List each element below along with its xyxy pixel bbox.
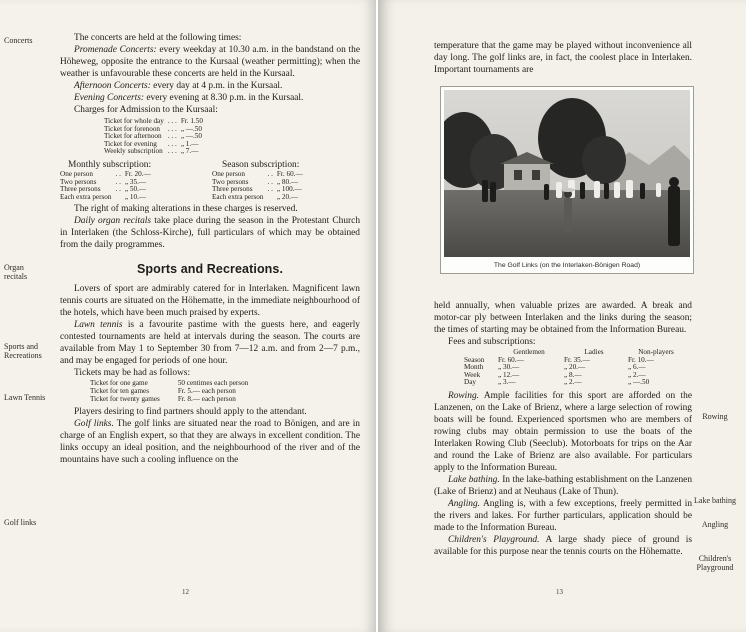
table-row: One person . . Fr. 60.— xyxy=(212,169,303,178)
lake-bathing-text: In the lake-bathing establishment on the Lanzenen (Lake of Brienz) and at Neuhaus (Lake of Thun). xyxy=(434,474,693,497)
alterations-note: The right of making alterations in these charges is reserved. xyxy=(74,204,298,215)
promenade-text: every weekday at 10.30 a.m. in the bandstand on the Höheweg, opposite the entrance to the Kursaal (weather permitting); when the weather is unfavourable these concerts are held in the Kursaal. xyxy=(60,45,360,79)
margin-note-playground: Children's Playground xyxy=(696,554,734,572)
table-row: Ticket for forenoon . . . „ —.50 xyxy=(104,124,202,133)
right-text-column xyxy=(434,300,692,558)
table-row: Ticket for afternoon . . . „ —.50 xyxy=(104,132,202,141)
margin-note-concerts: Concerts xyxy=(4,36,33,45)
angling-paragraph xyxy=(434,498,692,534)
organ-paragraph xyxy=(60,215,360,251)
tennis-paragraph xyxy=(60,319,360,367)
charges-title: Charges for Admission to the Kursaal: xyxy=(74,105,218,115)
playground-text: A large shady piece of ground is available for this purpose near the tennis courts on the Höhematte. xyxy=(434,534,692,557)
lake-bathing-title: Lake bathing. xyxy=(448,474,500,485)
table-row: Week „ 12.— „ 8.— „ 2.— xyxy=(464,370,646,379)
table-row: Two persons . . „ 80.— xyxy=(212,177,299,186)
afternoon-text: every day at 4 p.m. in the Kursaal. xyxy=(153,81,283,91)
margin-note-tennis: Lawn Tennis xyxy=(4,393,46,402)
monthly-table xyxy=(60,171,155,201)
angling-text: Angling is, with a few exceptions, freely permitted in the rivers and lakes. For further particulars, application should be made to the Information Bureau. xyxy=(434,498,693,533)
table-header-row: Gentlemen Ladies Non-players xyxy=(513,348,674,356)
rowing-text: Ample facilities for this sport are afforded on the Lanzenen, on the Lake of Brienz, where a large selection of rowing boats will be found. Experienced sportsmen who are members of rowing clubs may obtain permission to use the boats of the Interlaken Rowing Club (Seeclub). Motorboats for trips on the Aar and round the Lake of Brienz are also available. For particulars apply to the Information Bureau. xyxy=(434,390,692,473)
kursaal-charges-table xyxy=(104,118,207,156)
margin-note-sports: Sports and Recreations xyxy=(4,342,42,360)
golf-title: Golf links. xyxy=(74,419,114,430)
tennis-title: Lawn tennis xyxy=(74,320,123,331)
margin-note-rowing: Rowing xyxy=(702,412,728,421)
golf-links-image xyxy=(444,90,690,257)
golf-links-photo xyxy=(440,86,694,274)
organ-text: take place during the season in the Protestant Church in Interlaken (the Schloss-Kirche), full particulars of which may be obtained from the daily programmes. xyxy=(60,216,361,251)
fees-title: Fees and subscriptions: xyxy=(448,337,536,347)
table-row: Ticket for whole day . . . Fr. 1.50 xyxy=(104,117,203,125)
table-row: Day „ 3.— „ 2.— „ —.50 xyxy=(464,378,650,387)
right-page xyxy=(378,0,746,632)
page-number-left: 12 xyxy=(182,588,189,596)
margin-note-organ: Organ recitals xyxy=(4,263,28,281)
margin-note-golf: Golf links xyxy=(4,518,37,527)
organ-title: Daily organ recitals xyxy=(74,216,152,227)
table-row: Two persons . . „ 35.— xyxy=(60,177,147,186)
playground-paragraph xyxy=(434,534,692,558)
lake-bathing-paragraph xyxy=(434,474,692,498)
table-row: Each extra person „ 20.— xyxy=(212,192,299,201)
tennis-text: is a favourite pastime with the guests here, and eagerly contested tournaments are held at intervals during the season. The courts are available from May 1 to September 30 from 7—12 a.m. and from 2—7 p.m., and may be engaged for periods of one hour. xyxy=(60,320,360,367)
promenade-paragraph xyxy=(60,44,360,80)
subscription-tables xyxy=(60,159,360,201)
table-row: Three persons . . „ 50.— xyxy=(60,185,147,194)
photo-caption: The Golf Links (on the Interlaken-Bönigen Road) xyxy=(493,262,641,269)
partners-note: Players desiring to find partners should apply to the attendant. xyxy=(74,407,307,418)
tickets-intro: Tickets may be had as follows: xyxy=(74,368,191,379)
after-photo-text: held annually, when valuable prizes are awarded. A break and motor-car ply between Interlaken and the links during the season; the times of starting may be obtained from the Information Bureau. xyxy=(434,301,692,335)
table-row: Three persons . . „ 100.— xyxy=(212,185,302,194)
concerts-intro: The concerts are held at the following times: xyxy=(74,33,242,43)
monthly-title: Monthly subscription: xyxy=(68,159,152,170)
rowing-paragraph xyxy=(434,390,692,474)
golf-text: The golf links are situated near the road to Bönigen, and are in charge of an English expert, so that they are always in excellent condition. The links occupy an ideal position, and the neighbourhood of the river and of the mountains have such a cooling influence on the xyxy=(60,419,360,466)
table-row: Month „ 30.— „ 20.— „ 6.— xyxy=(464,363,646,372)
table-row: Ticket for one game 50 centimes each person xyxy=(90,379,249,388)
left-text-column xyxy=(60,32,360,466)
tennis-tickets-table xyxy=(90,380,252,403)
table-row: Ticket for ten games Fr. 5.— each person xyxy=(90,386,236,395)
margin-note-lake-bathing: Lake bathing xyxy=(694,496,736,505)
evening-title: Evening Concerts: xyxy=(74,93,145,103)
page-number-right: 13 xyxy=(556,588,563,596)
afternoon-paragraph xyxy=(60,80,360,92)
table-row: Each extra person „ 10.— xyxy=(60,192,147,201)
sports-heading: Sports and Recreations. xyxy=(136,262,284,277)
table-row: Weekly subscription . . . „ 7.— xyxy=(104,147,199,156)
golf-paragraph xyxy=(60,418,360,466)
promenade-title: Promenade Concerts: xyxy=(74,45,157,55)
table-row: Ticket for evening . . . „ 1.— xyxy=(104,139,199,148)
table-row: One person . . Fr. 20.— xyxy=(60,169,151,178)
golf-fees-table xyxy=(464,349,688,387)
angling-title: Angling. xyxy=(448,498,481,509)
table-row: Ticket for twenty games Fr. 8.— each person xyxy=(90,394,236,403)
rowing-title: Rowing. xyxy=(448,390,479,401)
margin-note-angling: Angling xyxy=(701,520,729,529)
golf-continued: temperature that the game may be played without inconvenience all day long. The golf links are, in fact, the coolest place in Interlaken. Important tournaments are xyxy=(434,41,692,75)
season-title: Season subscription: xyxy=(222,159,300,170)
sports-intro: Lovers of sport are admirably catered for in Interlaken. Magnificent lawn tennis courts are situated on the Höhematte, in the immediate neighbourhood of the hotels, which have been much praised by experts. xyxy=(60,284,360,319)
playground-title: Children's Playground. xyxy=(448,534,540,545)
evening-text: every evening at 8.30 p.m. in the Kursaal. xyxy=(146,93,304,103)
table-row: Season Fr. 60.— Fr. 35.— Fr. 10.— xyxy=(464,355,654,364)
afternoon-title: Afternoon Concerts: xyxy=(74,81,151,91)
season-table xyxy=(212,171,307,201)
evening-paragraph xyxy=(60,92,360,104)
